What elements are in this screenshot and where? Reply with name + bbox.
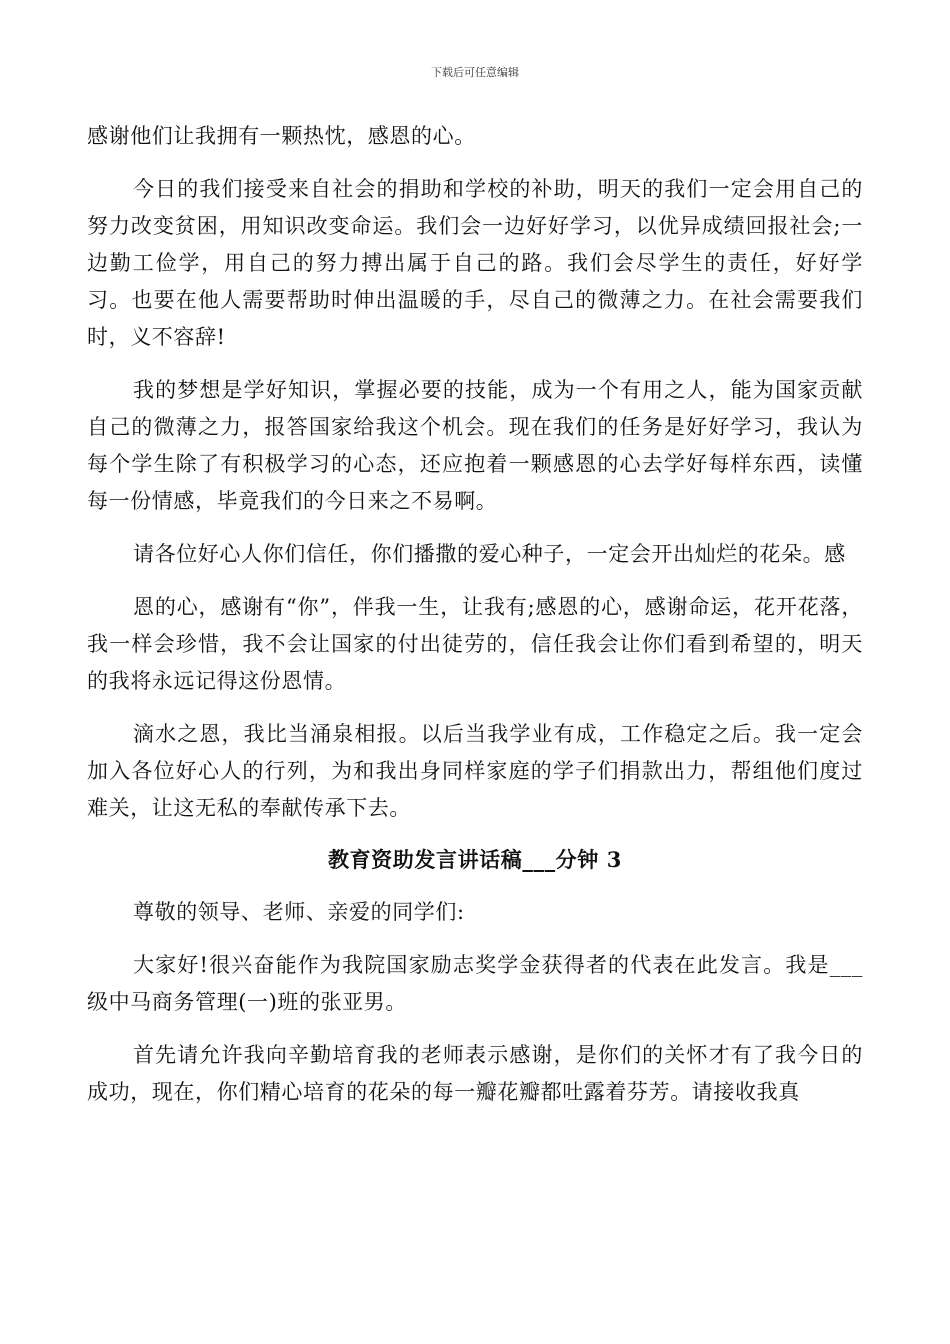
- paragraph-9: 首先请允许我向辛勤培育我的老师表示感谢，是你们的关怀才有了我今日的成功，现在，你们精心培育的花朵的每一瓣花瓣都吐露着芬芳。请接收我真: [87, 1043, 863, 1104]
- paragraph-5: 恩的心，感谢有“你”，伴我一生，让我有;感恩的心，感谢命运，花开花落，我一样会珍惜，我不会让国家的付出徒劳的，信任我会让你们看到希望的，明天的我将永远记得这份恩情。: [87, 595, 863, 693]
- paragraph-8: 大家好!很兴奋能作为我院国家励志奖学金获得者的代表在此发言。我是___级中马商务管理(一)班的张亚男。: [87, 953, 863, 1014]
- section-title: 教育资助发言讲话稿___分钟 3: [327, 847, 623, 872]
- paragraph-3: 我的梦想是学好知识，掌握必要的技能，成为一个有用之人，能为国家贡献自己的微薄之力，报答国家给我这个机会。现在我们的任务是好好学习，我认为每个学生除了有积极学习的心态，还应抱着一颗感恩的心去学好每样东西，读懂每一份情感，毕竟我们的今日来之不易啊。: [87, 378, 863, 513]
- salutation: 尊敬的领导、老师、亲爱的同学们:: [133, 900, 465, 924]
- document-body: [87, 118, 863, 1111]
- paragraph-2: 今日的我们接受来自社会的捐助和学校的补助，明天的我们一定会用自己的努力改变贫困，用知识改变命运。我们会一边好好学习，以优异成绩回报社会;一边勤工俭学，用自己的努力搏出属于自己的路。我们会尽学生的责任，好好学习。也要在他人需要帮助时伸出温暖的手，尽自己的微薄之力。在社会需要我们时，义不容辞!: [87, 177, 863, 349]
- paragraph-1: 感谢他们让我拥有一颗热忱，感恩的心。: [87, 124, 476, 148]
- paragraph-4: 请各位好心人你们信任，你们播撒的爱心种子，一定会开出灿烂的花朵。感: [133, 542, 846, 566]
- paragraph-6: 滴水之恩，我比当涌泉相报。以后当我学业有成，工作稳定之后。我一定会加入各位好心人的行列，为和我出身同样家庭的学子们捐款出力，帮组他们度过难关，让这无私的奉献传承下去。: [87, 722, 863, 820]
- page-header: 下载后可任意编辑: [431, 66, 519, 79]
